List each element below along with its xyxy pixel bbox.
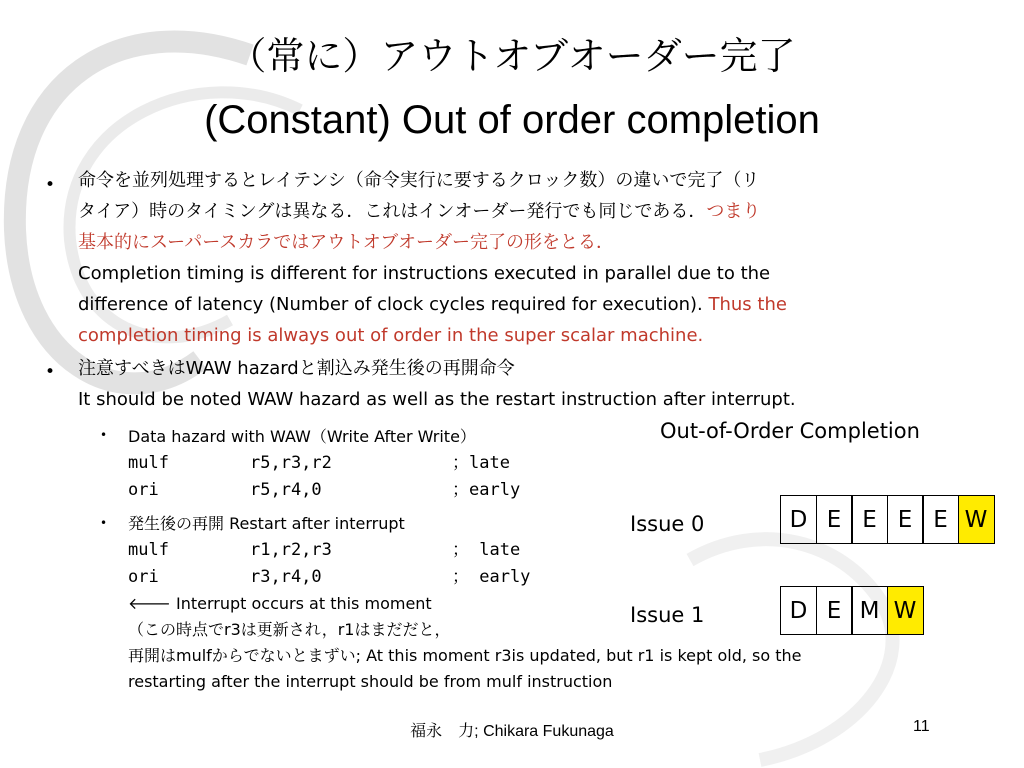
sub1-block (128, 423, 520, 504)
bullet1-line-3: 基本的にスーパースカラではアウトオブオーダー完了の形をとる． (78, 232, 615, 253)
note-line: restarting after the interrupt should be from mulf instruction (128, 672, 613, 691)
bullet2-jp: 注意すべきはWAW hazardと割込み発生後の再開命令 (78, 358, 515, 379)
pipeline-stage: E (816, 495, 853, 544)
bullet-marker: • (45, 175, 56, 195)
bullet1-line-1: 命令を並列処理するとレイテンシ（命令実行に要するクロック数）の違いで完了（リ (78, 170, 760, 191)
page-number: 11 (913, 718, 930, 735)
red-text: つまり (706, 201, 761, 222)
bullet1-line-5: difference of latency (Number of clock cycles required for execution). Thus the (78, 294, 787, 315)
issue-0-pipeline (780, 495, 993, 544)
note-line: （この時点でr3は更新され，r1はまだだと， (128, 620, 451, 639)
issue-0-label: Issue 0 (630, 512, 705, 536)
red-text: Thus the (708, 294, 787, 315)
issue-1-label: Issue 1 (630, 603, 705, 627)
pipeline-stage: D (780, 495, 817, 544)
slide-title-en: (Constant) Out of order completion (204, 98, 820, 142)
pipeline-stage: E (851, 495, 888, 544)
pipeline-stage: E (887, 495, 924, 544)
pipeline-stage: E (816, 586, 853, 635)
diagram-title: Out-of-Order Completion (660, 419, 920, 443)
sub-bullet-marker: • (100, 516, 108, 530)
code-line: ori r5,r4,0 ；early (128, 480, 521, 500)
sub1-heading: Data hazard with WAW（Write After Write） (128, 427, 476, 446)
bullet2-text (78, 353, 978, 415)
bullet1-line-6: completion timing is always out of order in the super scalar machine. (78, 325, 704, 346)
interrupt-note: 🡐 Interrupt occurs at this moment (128, 594, 432, 613)
pipeline-stage: M (851, 586, 888, 635)
bullet-marker: • (45, 362, 56, 382)
bullet1-text (78, 165, 978, 351)
pipeline-stage-writeback: W (887, 586, 924, 635)
bullet1-line-2: タイア）時のタイミングは異なる．これはインオーダー発行でも同じである．つまり (78, 201, 761, 222)
sub-bullet-marker: • (100, 428, 108, 442)
code-line: ori r3,r4,0 ； early (128, 567, 531, 587)
left-arrow-icon: 🡐 (128, 594, 171, 613)
slide-title-jp: （常に）アウトオブオーダー完了 (228, 34, 796, 78)
bullet2-en: It should be noted WAW hazard as well as the restart instruction after interrupt. (78, 389, 796, 410)
issue-1-pipeline (780, 586, 922, 635)
bullet1-line-4: Completion timing is different for instructions executed in parallel due to the (78, 263, 771, 284)
pipeline-stage: E (922, 495, 959, 544)
footer-author: 福永 力; Chikara Fukunaga (410, 723, 614, 740)
pipeline-stage-writeback: W (958, 495, 995, 544)
pipeline-stage: D (780, 586, 817, 635)
code-line: mulf r1,r2,r3 ； late (128, 540, 521, 560)
note-line: 再開はmulfからでないとまずい; At this moment r3is updated, but r1 is kept old, so the (128, 646, 802, 665)
sub2-heading: 発生後の再開 Restart after interrupt (128, 514, 405, 533)
code-line: mulf r5,r3,r2 ；late (128, 453, 510, 473)
